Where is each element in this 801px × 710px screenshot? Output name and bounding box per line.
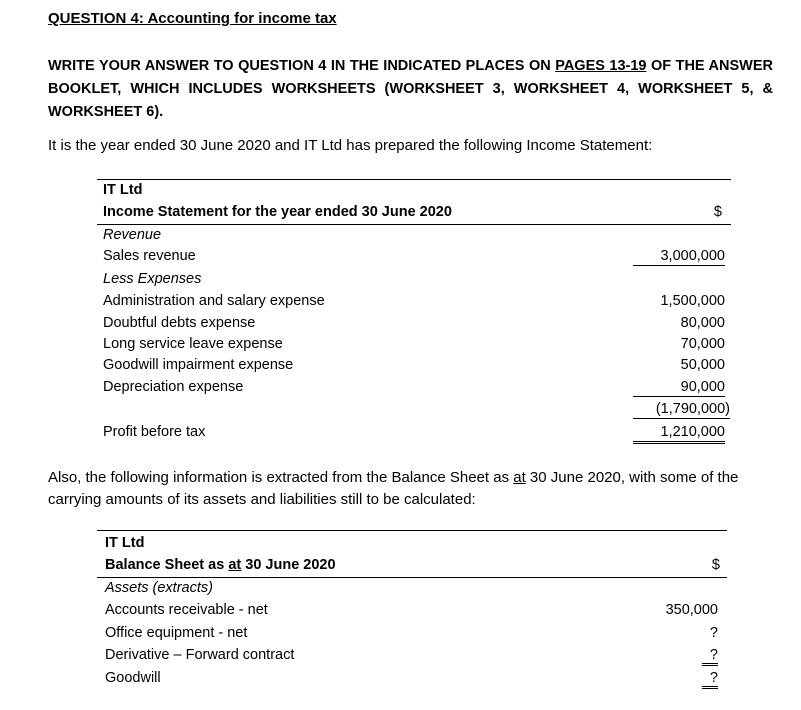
is-expense-value: 50,000	[680, 357, 725, 373]
bs-title-at: at	[228, 557, 242, 573]
bs-title-part1: Balance Sheet as	[105, 557, 229, 573]
is-expense-label: Administration and salary expense	[103, 293, 325, 309]
balance-intro	[48, 467, 776, 511]
is-sales-label: Sales revenue	[103, 248, 196, 264]
bs-row-value: ?	[709, 625, 718, 641]
bs-row-label: Derivative – Forward contract	[105, 647, 295, 663]
balance-intro-part1: Also, the following information is extracted from the Balance Sheet as	[48, 469, 514, 486]
bs-title-part2: 30 June 2020	[241, 557, 336, 573]
bs-company: IT Ltd	[105, 535, 145, 551]
is-revenue-label: Revenue	[103, 227, 162, 243]
answer-instructions	[48, 55, 773, 124]
is-less-expenses-label: Less Expenses	[103, 271, 202, 287]
is-currency: $	[713, 204, 722, 220]
is-header-rule	[97, 224, 731, 225]
is-sales-value: 3,000,000	[633, 248, 725, 266]
is-company: IT Ltd	[103, 182, 143, 198]
instructions-part2: OF THE ANSWER BOOKLET, WHICH INCLUDES WORKSHEETS (WORKSHEET 3, WORKSHEET 4, WORKSHEET 5, & WORKSHEET 6).	[48, 58, 773, 120]
is-expense-value: 90,000	[633, 379, 725, 397]
bs-row-value: ?	[702, 670, 718, 689]
is-title: Income Statement for the year ended 30 June 2020	[103, 204, 452, 220]
balance-intro-at: at	[513, 469, 526, 486]
question-heading: QUESTION 4: Accounting for income tax	[48, 10, 337, 27]
is-expense-label: Goodwill impairment expense	[103, 357, 294, 373]
bs-header-rule	[97, 577, 727, 578]
is-expense-value: 80,000	[680, 315, 725, 331]
bs-row-value: ?	[702, 647, 718, 666]
bs-currency: $	[711, 557, 720, 573]
is-top-rule	[97, 179, 731, 180]
instructions-part1: WRITE YOUR ANSWER TO QUESTION 4 IN THE INDICATED PLACES ON	[48, 58, 556, 74]
instructions-pages: PAGES 13-19	[555, 58, 647, 74]
is-profit-label: Profit before tax	[103, 424, 206, 440]
bs-row-label: Office equipment - net	[105, 625, 248, 641]
bs-top-rule	[97, 530, 727, 531]
bs-row-value: 350,000	[665, 602, 718, 618]
is-expense-value: 70,000	[680, 336, 725, 352]
intro-text: It is the year ended 30 June 2020 and IT Ltd has prepared the following Income Statement:	[48, 137, 653, 154]
is-profit-value: 1,210,000	[633, 424, 725, 444]
is-expense-value: 1,500,000	[660, 293, 725, 309]
is-expense-label: Depreciation expense	[103, 379, 244, 395]
bs-assets-label: Assets (extracts)	[105, 580, 213, 596]
is-expense-label: Long service leave expense	[103, 336, 283, 352]
is-expense-label: Doubtful debts expense	[103, 315, 256, 331]
bs-row-label: Goodwill	[105, 670, 161, 686]
balance-intro-part2: 30 June 2020, with some of the carrying amounts of its assets and liabilities still to be calculated:	[48, 469, 739, 508]
bs-title	[105, 557, 336, 573]
is-total-expenses: (1,790,000)	[633, 401, 730, 419]
bs-row-label: Accounts receivable - net	[105, 602, 268, 618]
